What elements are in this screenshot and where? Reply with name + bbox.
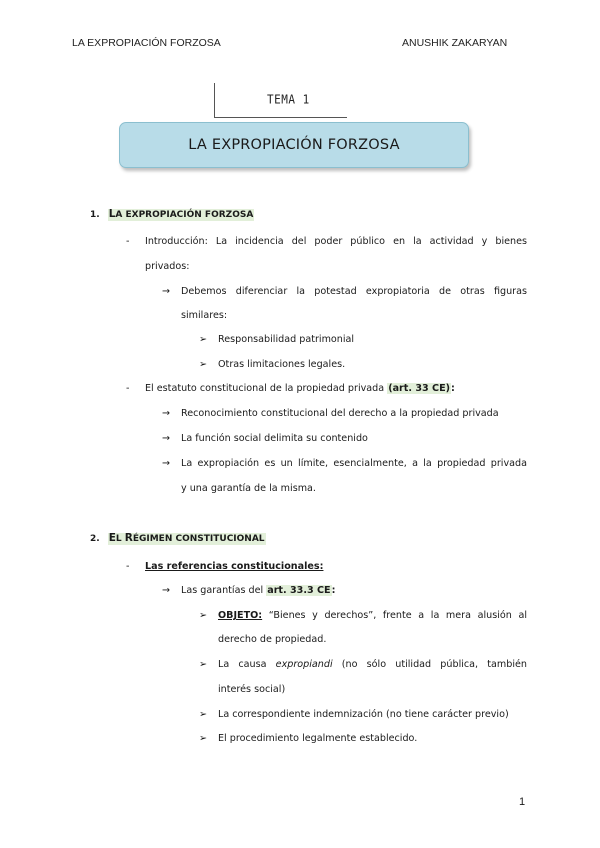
dash-bullet: - [126, 561, 130, 572]
diff-line-2: similares: [181, 310, 228, 321]
chevron-bullet: ➢ [199, 359, 208, 370]
estatuto-colon: : [451, 383, 455, 394]
section-2-number: 2. [90, 534, 100, 544]
estatuto-text: El estatuto constitucional de la propiedad privada [145, 383, 388, 394]
dash-bullet: - [126, 383, 130, 394]
estatuto-line [145, 383, 455, 394]
section-1-number: 1. [90, 210, 100, 220]
section-2-initial-2: R [124, 532, 133, 544]
garantias-article-ref: art. 33.3 CE [267, 585, 331, 596]
section-2-title: ÉGIMEN CONSTITUCIONAL [132, 534, 265, 544]
item-otras-limitaciones: Otras limitaciones legales. [218, 359, 346, 370]
estatuto-article-ref: (art. 33 CE) [388, 383, 451, 394]
indemnizacion-line: La correspondiente indemnización (no tiene carácter previo) [218, 709, 509, 720]
objeto-label: OBJETO: [218, 610, 263, 621]
intro-line-1: Introducción: La incidencia del poder público en la actividad y bienes [145, 236, 527, 247]
causa-post: (no sólo utilidad pública, también [332, 659, 527, 670]
chevron-bullet: ➢ [199, 334, 208, 345]
dash-bullet: - [126, 236, 130, 247]
objeto-line-2: derecho de propiedad. [218, 634, 327, 645]
page-title: LA EXPROPIACIÓN FORZOSA [119, 122, 469, 168]
causa-line-2: interés social) [218, 684, 286, 695]
procedimiento-line: El procedimiento legalmente establecido. [218, 733, 418, 744]
referencias-heading: Las referencias constitucionales: [145, 561, 324, 572]
arrow-bullet: → [162, 286, 171, 297]
chevron-bullet: ➢ [199, 709, 208, 720]
page-number: 1 [519, 796, 526, 808]
chevron-bullet: ➢ [199, 659, 208, 670]
section-1-initial: L [108, 208, 116, 220]
garantias-colon: : [331, 585, 336, 596]
section-1-heading [90, 208, 254, 220]
causa-line-1 [218, 659, 527, 670]
garantias-line [181, 585, 335, 596]
section-1-title: A EXPROPIACIÓN FORZOSA [115, 210, 254, 220]
section-2-heading [90, 532, 266, 544]
intro-line-2: privados: [145, 261, 190, 272]
diff-line-1: Debemos diferenciar la potestad expropiatoria de otras figuras [181, 286, 527, 297]
arrow-bullet: → [162, 433, 171, 444]
objeto-line-1 [218, 610, 527, 621]
header-left: LA EXPROPIACIÓN FORZOSA [72, 37, 221, 49]
chevron-bullet: ➢ [199, 610, 208, 621]
section-2-initial-1: E [108, 532, 116, 544]
reconocimiento-line: Reconocimiento constitucional del derecho a la propiedad privada [181, 408, 499, 419]
chevron-bullet: ➢ [199, 733, 208, 744]
arrow-bullet: → [162, 585, 171, 596]
header-right: ANUSHIK ZAKARYAN [402, 37, 508, 49]
objeto-text: “Bienes y derechos”, frente a la mera alusión al [262, 610, 527, 621]
item-responsabilidad: Responsabilidad patrimonial [218, 334, 355, 345]
arrow-bullet: → [162, 458, 171, 469]
garantias-text: Las garantías del [181, 585, 267, 596]
funcion-line: La función social delimita su contenido [181, 433, 368, 444]
tema-label: TEMA 1 [267, 92, 310, 107]
section-2-word-1: L [115, 534, 125, 544]
causa-pre: La causa [218, 659, 276, 670]
causa-italic: expropiandi [275, 659, 333, 670]
limite-line-2: y una garantía de la misma. [181, 483, 316, 494]
arrow-bullet: → [162, 408, 171, 419]
limite-line-1: La expropiación es un límite, esencialmente, a la propiedad privada [181, 458, 527, 469]
